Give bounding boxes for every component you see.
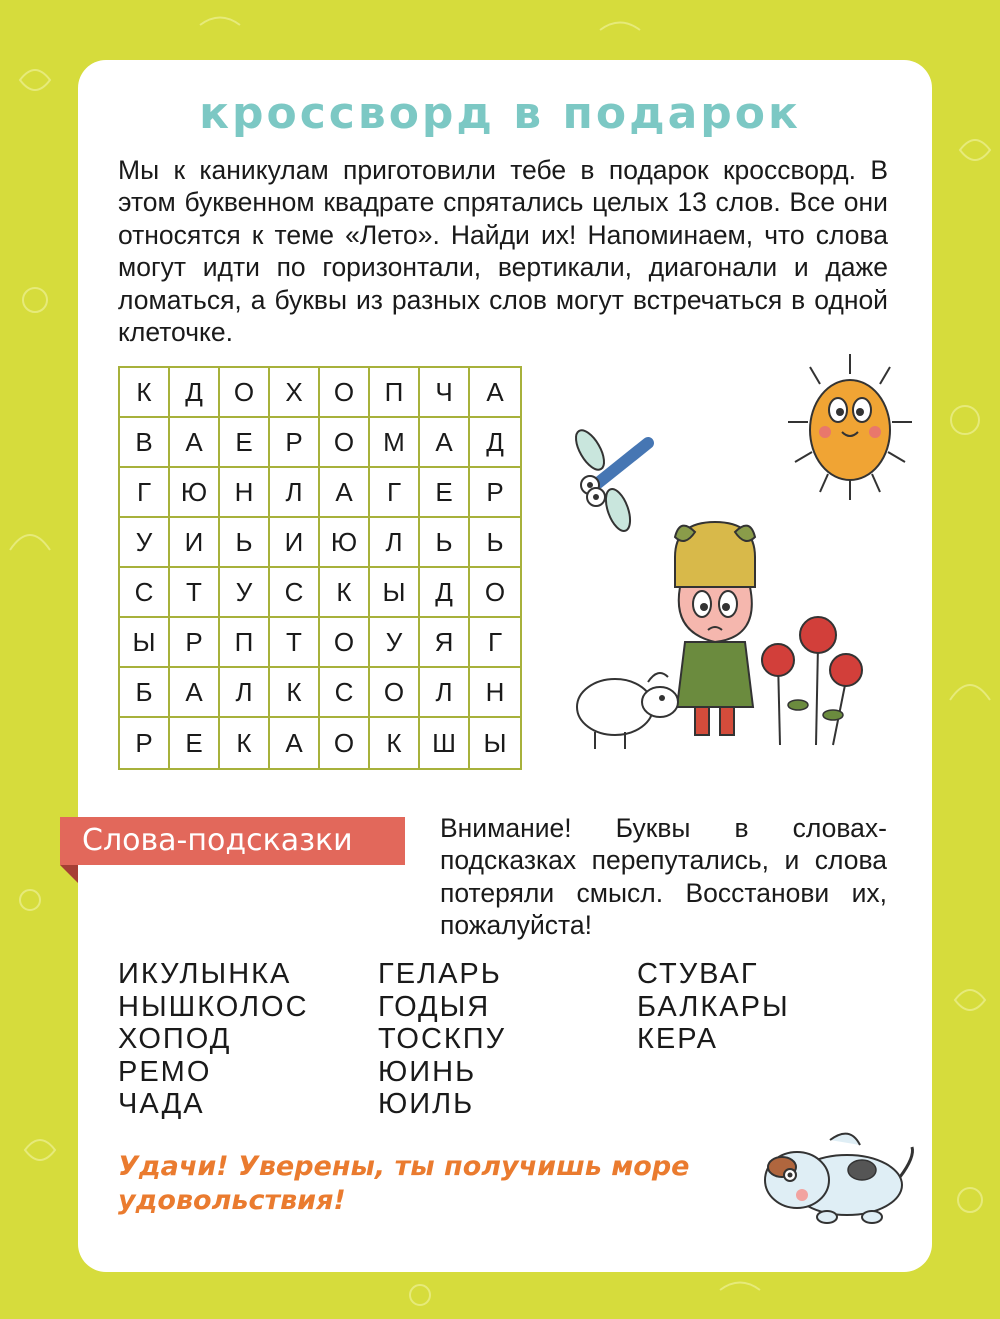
grid-cell: Ь bbox=[420, 518, 470, 568]
grid-cell: О bbox=[370, 668, 420, 718]
grid-cell: С bbox=[120, 568, 170, 618]
grid-cell: К bbox=[370, 718, 420, 768]
grid-cell: А bbox=[170, 668, 220, 718]
hint-word: РЕМО bbox=[118, 1055, 212, 1088]
grid-cell: Л bbox=[370, 518, 420, 568]
hint-word: БАЛКАРЫ bbox=[637, 990, 790, 1023]
grid-cell: Х bbox=[270, 368, 320, 418]
grid-cell: Я bbox=[420, 618, 470, 668]
grid-cell: О bbox=[320, 718, 370, 768]
hint-words-column-1 bbox=[118, 958, 309, 1121]
grid-cell: У bbox=[220, 568, 270, 618]
grid-cell: Б bbox=[120, 668, 170, 718]
grid-cell: У bbox=[120, 518, 170, 568]
grid-cell: И bbox=[270, 518, 320, 568]
grid-cell: Л bbox=[270, 468, 320, 518]
grid-cell: Ч bbox=[420, 368, 470, 418]
grid-cell: О bbox=[470, 568, 520, 618]
grid-cell: Р bbox=[120, 718, 170, 768]
grid-cell: Ь bbox=[470, 518, 520, 568]
hint-words-column-3 bbox=[637, 958, 790, 1056]
grid-cell: К bbox=[320, 568, 370, 618]
hint-word: НЫШКОЛОС bbox=[118, 990, 309, 1023]
grid-cell: К bbox=[120, 368, 170, 418]
hint-word: ХОПОД bbox=[118, 1023, 232, 1056]
grid-cell: И bbox=[170, 518, 220, 568]
grid-cell: А bbox=[170, 418, 220, 468]
grid-cell: О bbox=[220, 368, 270, 418]
grid-cell: Ы bbox=[120, 618, 170, 668]
grid-cell: С bbox=[270, 568, 320, 618]
grid-cell: В bbox=[120, 418, 170, 468]
hint-word: ЧАДА bbox=[118, 1088, 205, 1121]
hints-banner: Слова-подсказки bbox=[60, 817, 405, 865]
grid-cell: А bbox=[470, 368, 520, 418]
grid-cell: П bbox=[220, 618, 270, 668]
grid-cell: А bbox=[270, 718, 320, 768]
hint-word: ГЕЛАРЬ bbox=[378, 958, 502, 990]
intro-text: Мы к каникулам приготовили тебе в подарок кроссворд. В этом буквенном квадрате спрятались целых 13 слов. Все они относятся к теме «Лето». Найди их! Напоминаем, что слова могут идти по горизонтали, вертикали, диагонали и даже ломаться, а буквы из разных слов могут встречаться в одной клеточке. bbox=[118, 155, 888, 348]
grid-cell: С bbox=[320, 668, 370, 718]
roses-icon bbox=[758, 605, 868, 750]
grid-cell: У bbox=[370, 618, 420, 668]
grid-cell: Ы bbox=[483, 727, 507, 758]
grid-cell: Л bbox=[220, 668, 270, 718]
grid-cell: Ю bbox=[170, 468, 220, 518]
grid-cell: О bbox=[320, 368, 370, 418]
grid-cell: Д bbox=[420, 568, 470, 618]
grid-cell: Ы bbox=[370, 568, 420, 618]
goat-icon bbox=[570, 652, 685, 752]
grid-cell: Л bbox=[420, 668, 470, 718]
grid-cell: П bbox=[370, 368, 420, 418]
word-search-grid bbox=[118, 366, 522, 770]
grid-cell: Е bbox=[420, 468, 470, 518]
hint-word: ГОДЫЯ bbox=[378, 990, 491, 1023]
grid-cell: Р bbox=[270, 418, 320, 468]
notice-text: Внимание! Буквы в словах-подсказках перепутались, и слова потеряли смысл. Восстанови их, пожалуйста! bbox=[440, 813, 887, 941]
banner-fold bbox=[60, 865, 78, 883]
grid-cell: М bbox=[370, 418, 420, 468]
hint-word: ЮИЛЬ bbox=[378, 1088, 475, 1121]
dog-icon bbox=[752, 1125, 922, 1235]
page-title: кроссворд в подарок bbox=[199, 88, 801, 139]
grid-cell: Т bbox=[270, 618, 320, 668]
hint-word: КЕРА bbox=[637, 1023, 718, 1056]
grid-cell: Г bbox=[470, 618, 520, 668]
grid-cell: Г bbox=[370, 468, 420, 518]
grid-cell: Ю bbox=[320, 518, 370, 568]
grid-cell: Т bbox=[170, 568, 220, 618]
hint-word: СТУВАГ bbox=[637, 958, 759, 990]
grid-cell: О bbox=[320, 618, 370, 668]
grid-cell: Г bbox=[120, 468, 170, 518]
grid-cell: Е bbox=[170, 718, 220, 768]
grid-cell: Р bbox=[470, 468, 520, 518]
grid-cell: Н bbox=[220, 468, 270, 518]
grid-cell: О bbox=[320, 418, 370, 468]
grid-cell: А bbox=[420, 418, 470, 468]
sun-icon bbox=[780, 352, 920, 502]
grid-cell: Н bbox=[470, 668, 520, 718]
grid-cell: Ш bbox=[420, 718, 470, 768]
grid-cell: Р bbox=[170, 618, 220, 668]
grid-cell: К bbox=[220, 718, 270, 768]
grid-cell: Ь bbox=[220, 518, 270, 568]
closing-text: Удачи! Уверены, ты получишь море удовольствия! bbox=[118, 1151, 690, 1216]
hint-word: ТОСКПУ bbox=[378, 1023, 507, 1056]
grid-cell: К bbox=[270, 668, 320, 718]
grid-cell: А bbox=[320, 468, 370, 518]
grid-cell: Д bbox=[470, 418, 520, 468]
grid-cell: Д bbox=[170, 368, 220, 418]
hint-word: ЮИНЬ bbox=[378, 1055, 477, 1088]
hint-word: ИКУЛЫНКА bbox=[118, 958, 292, 990]
grid-cell: Е bbox=[220, 418, 270, 468]
hint-words-column-2 bbox=[378, 958, 506, 1121]
